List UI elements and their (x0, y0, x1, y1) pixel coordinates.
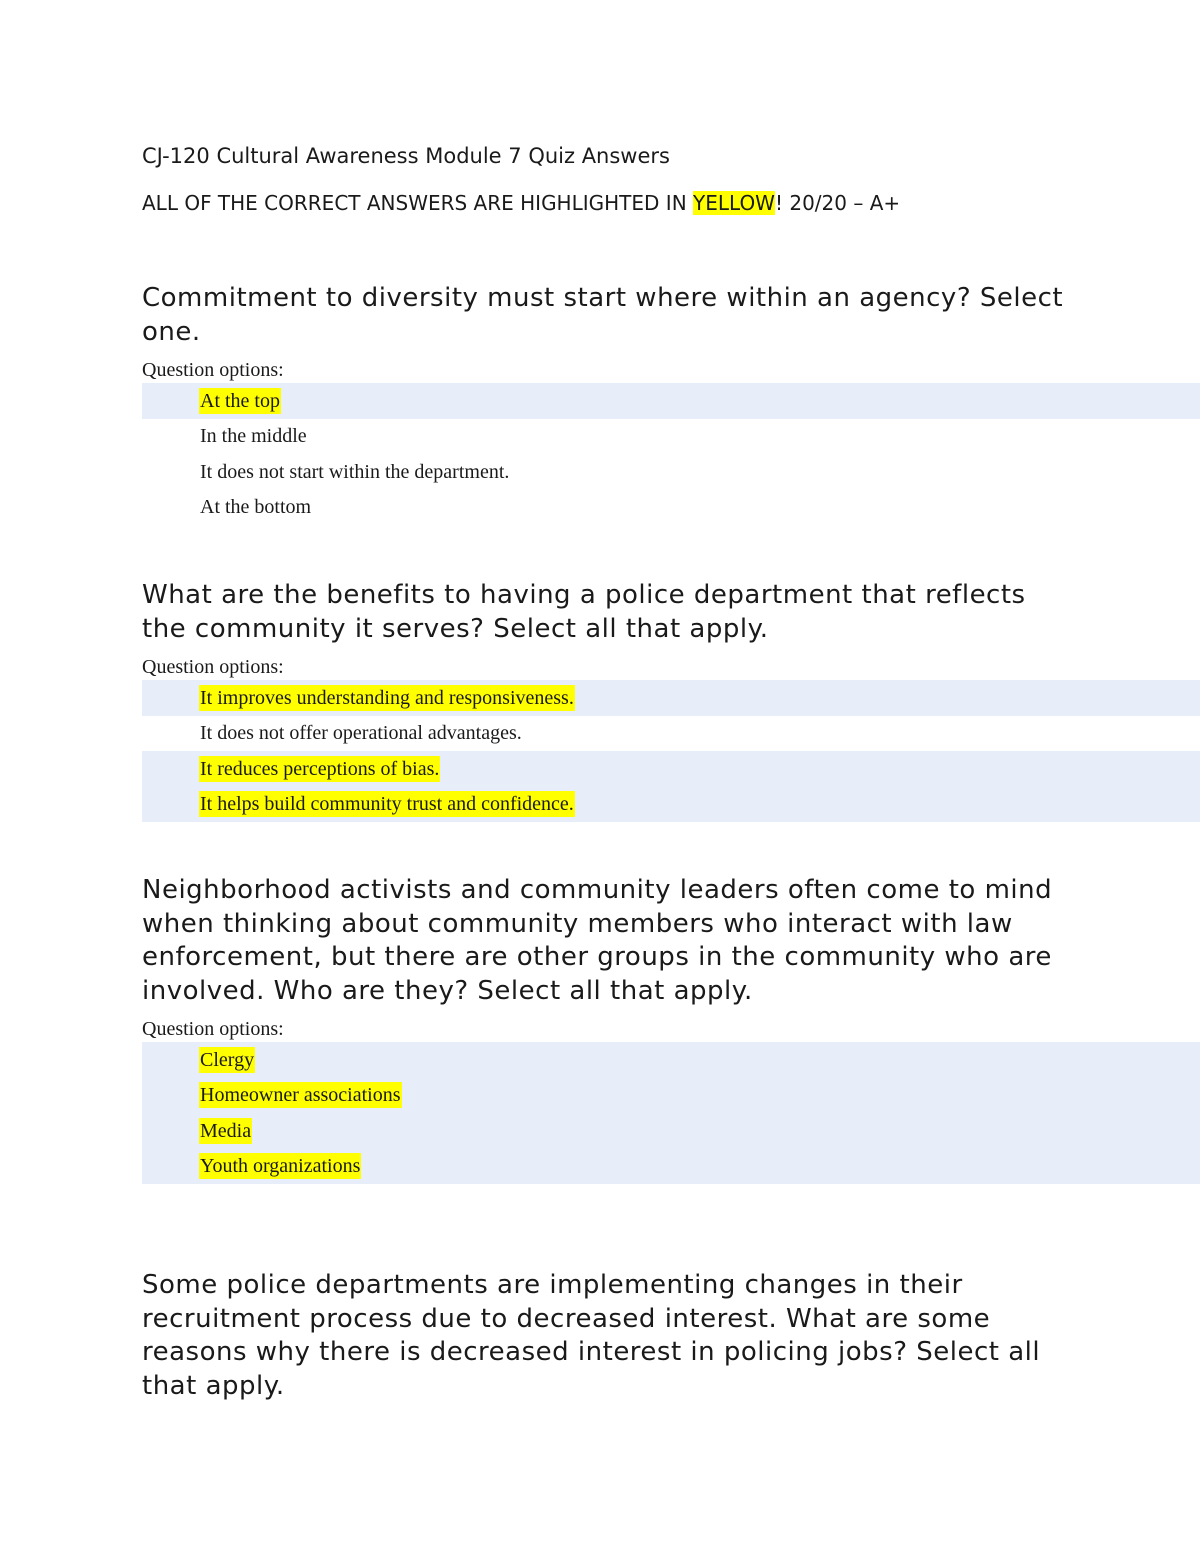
option-row[interactable] (142, 716, 1200, 752)
option-row[interactable] (142, 1042, 1200, 1078)
option-row[interactable] (142, 1078, 1200, 1114)
option-text: It does not offer operational advantages. (200, 722, 522, 745)
question-text: Some police departments are implementing changes in their recruitment process due to decreased interest. What are some reasons why there is decreased interest in policing jobs? Select all that apply. (142, 1270, 1041, 1401)
question-4 (142, 1269, 1072, 1403)
option-text: Clergy (200, 1048, 255, 1071)
option-row[interactable] (142, 1149, 1200, 1185)
question-1 (142, 282, 1072, 525)
question-options-label: Question options: (142, 656, 284, 678)
question-options-label: Question options: (142, 359, 284, 381)
question-text: Commitment to diversity must start where within an agency? Select one. (142, 283, 1064, 347)
option-text: Youth organizations (200, 1155, 361, 1178)
option-row[interactable] (142, 751, 1200, 787)
option-row[interactable] (142, 787, 1200, 823)
option-text: It does not start within the department. (200, 460, 510, 483)
option-text: Media (200, 1119, 252, 1142)
options-list (142, 1042, 1200, 1184)
option-text: At the bottom (200, 496, 312, 519)
option-text: In the middle (200, 425, 307, 448)
option-row[interactable] (142, 454, 1200, 490)
document-subtitle (142, 188, 900, 218)
question-3 (142, 874, 1072, 1184)
subtitle-text: ALL OF THE CORRECT ANSWERS ARE HIGHLIGHTED IN (142, 191, 694, 215)
question-2 (142, 579, 1072, 822)
question-text: Neighborhood activists and community leaders often come to mind when thinking about community members who interact with law enforcement, but there are other groups in the community who are involved. Who are they? Select all that apply. (142, 875, 1053, 1006)
question-text: What are the benefits to having a police department that reflects the community it serves? Select all that apply. (142, 580, 1026, 644)
document-title: CJ-120 Cultural Awareness Module 7 Quiz Answers (142, 144, 670, 168)
question-options-label: Question options: (142, 1018, 284, 1040)
options-list (142, 383, 1200, 525)
option-text: Homeowner associations (200, 1084, 401, 1107)
options-list (142, 680, 1200, 822)
option-row[interactable] (142, 419, 1200, 455)
option-row[interactable] (142, 1113, 1200, 1149)
option-text: At the top (200, 389, 280, 412)
subtitle-score: ! 20/20 – A+ (774, 191, 901, 215)
option-text: It reduces perceptions of bias. (200, 757, 440, 780)
option-text: It improves understanding and responsiveness. (200, 686, 574, 709)
option-text: It helps build community trust and confidence. (200, 793, 574, 816)
subtitle-highlight: YELLOW (693, 191, 775, 215)
option-row[interactable] (142, 490, 1200, 526)
option-row[interactable] (142, 680, 1200, 716)
option-row[interactable] (142, 383, 1200, 419)
